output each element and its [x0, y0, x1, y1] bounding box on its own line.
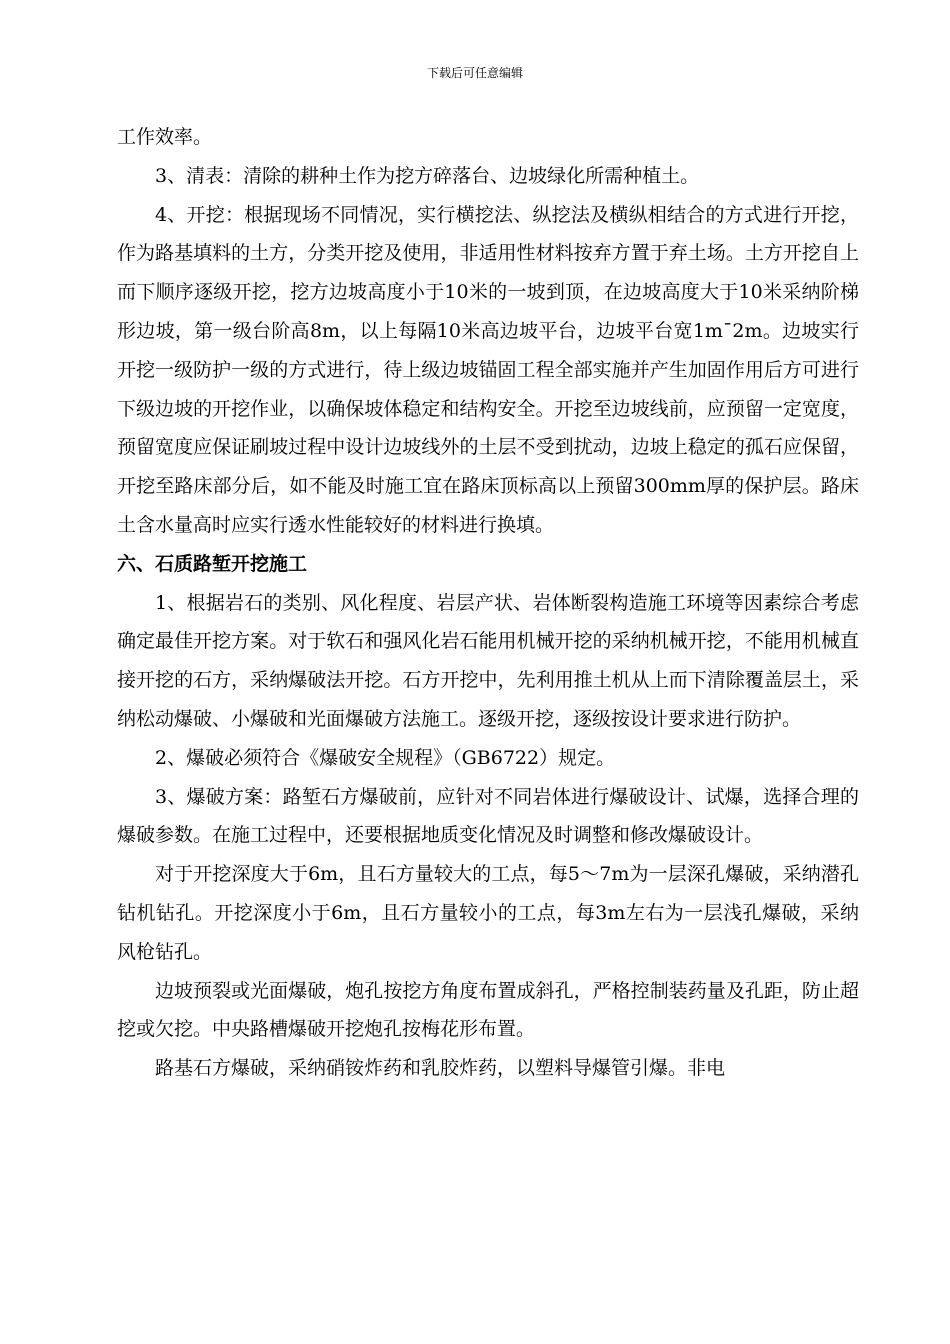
page-header: 下载后可任意编辑 — [426, 66, 523, 80]
paragraph-3: 4、开挖：根据现场不同情况，实行横挖法、纵挖法及横纵相结合的方式进行开挖，作为路基填料的土方，分类开挖及使用，非适用性材料按弃方置于弃土场。土方开挖自上而下顺序逐级开挖，挖方边坡高度小于10米的一坡到顶，在边坡高度大于10米采纳阶梯形边坡，第一级台阶高8m，以上每隔10米高边坡平台，边坡平台宽1m¯2m。边坡实行开挖一级防护一级的方式进行，待上级边坡锚固工程全部实施并产生加固作用后方可进行下级边坡的开挖作业，以确保坡体稳定和结构安全。开挖至边坡线前，应预留一定宽度，预留宽度应保证刷坡过程中设计边坡线外的土层不受到扰动，边坡上稳定的孤石应保留， 开挖至路床部分后，如不能及时施工宜在路床顶标高以上预留300mm厚的保护层。路床土含水量高时应实行透水性能较好的材料进行换填。 — [117, 203, 859, 536]
document-body — [117, 118, 859, 1088]
paragraph-9: 边坡预裂或光面爆破，炮孔按挖方角度布置成斜孔，严格控制装药量及孔距，防止超挖或欠挖。中央路槽爆破开挖炮孔按梅花形布置。 — [117, 979, 859, 1041]
paragraph-6: 2、爆破必须符合《爆破安全规程》（GB6722）规定。 — [155, 746, 616, 769]
paragraph-5: 1、根据岩石的类别、风化程度、岩层产状、岩体断裂构造施工环境等因素综合考虑确定最佳开挖方案。对于软石和强风化岩石能用机械开挖的采纳机械开挖，不能用机械直接开挖的石方，采纳爆破法开挖。石方开挖中，先利用推土机从上而下清除覆盖层土，采纳松动爆破、小爆破和光面爆破方法施工。逐级开挖，逐级按设计要求进行防护。 — [117, 591, 859, 730]
paragraph-7: 3、爆破方案：路堑石方爆破前，应针对不同岩体进行爆破设计、试爆，选择合理的爆破参数。在施工过程中，还要根据地质变化情况及时调整和修改爆破设计。 — [117, 785, 859, 847]
paragraph-10: 路基石方爆破，采纳硝铵炸药和乳胶炸药，以塑料导爆管引爆。非电 — [155, 1057, 726, 1080]
section-heading: 六、石质路堑开挖施工 — [117, 552, 308, 575]
paragraph-8: 对于开挖深度大于6m，且石方量较大的工点，每5～7m为一层深孔爆破，采纳潜孔钻机钻孔。开挖深度小于6m，且石方量较小的工点，每3m左右为一层浅孔爆破，采纳风枪钻孔。 — [117, 863, 859, 963]
paragraph-2: 3、清表：清除的耕种土作为挖方碎落台、边坡绿化所需种植土。 — [155, 164, 700, 187]
paragraph-1: 工作效率。 — [117, 126, 213, 148]
